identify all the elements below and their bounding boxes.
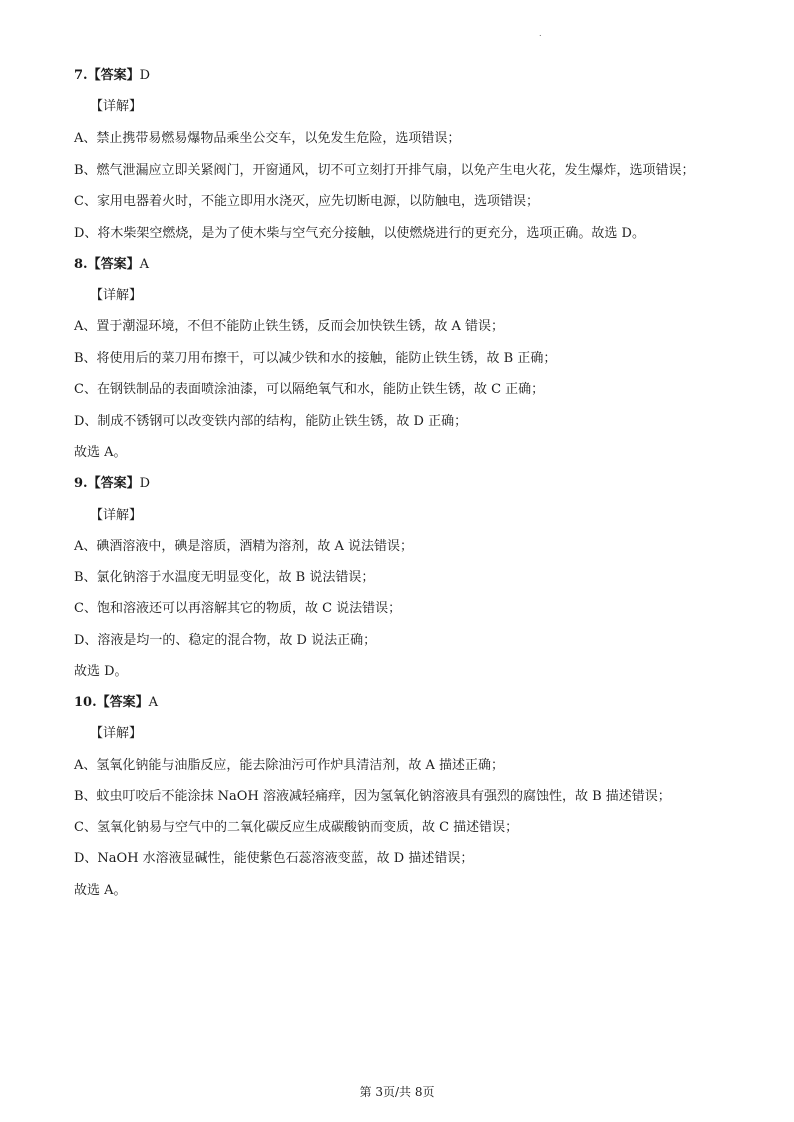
answer-value: D: [139, 68, 151, 83]
question-7-answer: [74, 67, 150, 85]
detail-line: A、氢氧化钠能与油脂反应，能去除油污可作炉具清洁剂，故 A 描述正确；: [74, 758, 505, 773]
question-number: 10.: [74, 695, 97, 710]
detail-line: A、碘酒溶液中，碘是溶质，酒精为溶剂，故 A 说法错误；: [74, 539, 414, 554]
header-mark: .: [539, 29, 542, 38]
detail-line: B、燃气泄漏应立即关紧阀门，开窗通风，切不可立刻打开排气扇，以免产生电火花，发生爆炸，选项错误；: [74, 163, 695, 178]
question-number: 8.: [74, 257, 88, 272]
detail-line: A、置于潮湿环境，不但不能防止铁生锈，反而会加快铁生锈，故 A 错误；: [74, 319, 505, 334]
conclusion-line: 故选 A。: [74, 883, 127, 898]
detail-label: 【详解】: [90, 726, 143, 741]
detail-label: 【详解】: [90, 288, 143, 303]
question-number: 7.: [74, 68, 88, 83]
question-10-answer: [74, 694, 158, 712]
question-9-answer: [74, 475, 150, 493]
detail-line: B、蚊虫叮咬后不能涂抹 NaOH 溶液减轻痛痒，因为氢氧化钠溶液具有强烈的腐蚀性，故 B 描述错误；: [74, 789, 671, 804]
detail-label: 【详解】: [90, 508, 143, 523]
answer-tag: 【答案】: [87, 257, 140, 272]
question-8-answer: [74, 256, 149, 274]
detail-line: C、饱和溶液还可以再溶解其它的物质，故 C 说法错误；: [74, 601, 402, 616]
detail-line: D、将木柴架空燃烧，是为了使木柴与空气充分接触，以使燃烧进行的更充分，选项正确。故选 D。: [74, 226, 645, 241]
answer-value: D: [139, 476, 151, 491]
answer-tag: 【答案】: [87, 68, 140, 83]
answer-value: A: [148, 695, 159, 710]
page-footer: 第 3页/共 8页: [359, 1085, 435, 1099]
answer-tag: 【答案】: [96, 695, 149, 710]
detail-line: C、氢氧化钠易与空气中的二氧化碳反应生成碳酸钠而变质，故 C 描述错误；: [74, 820, 519, 835]
detail-line: A、禁止携带易燃易爆物品乘坐公交车，以免发生危险，选项错误；: [74, 131, 461, 146]
answer-tag: 【答案】: [87, 476, 140, 491]
detail-line: D、制成不锈钢可以改变铁内部的结构，能防止铁生锈，故 D 正确；: [74, 414, 468, 429]
detail-line: C、家用电器着火时，不能立即用水浇灭，应先切断电源，以防触电，选项错误；: [74, 194, 539, 209]
conclusion-line: 故选 D。: [74, 664, 128, 679]
answer-value: A: [139, 257, 149, 272]
conclusion-line: 故选 A。: [74, 445, 127, 460]
detail-line: B、将使用后的菜刀用布擦干，可以减少铁和水的接触，能防止铁生锈，故 B 正确；: [74, 351, 557, 366]
detail-line: D、NaOH 水溶液显碱性，能使紫色石蕊溶液变蓝，故 D 描述错误；: [74, 851, 474, 866]
question-number: 9.: [74, 476, 88, 491]
detail-line: D、溶液是均一的、稳定的混合物，故 D 说法正确；: [74, 633, 377, 648]
detail-label: 【详解】: [90, 99, 143, 114]
detail-line: B、氯化钠溶于水温度无明显变化，故 B 说法错误；: [74, 570, 375, 585]
detail-line: C、在钢铁制品的表面喷涂油漆，可以隔绝氧气和水，能防止铁生锈，故 C 正确；: [74, 382, 545, 397]
